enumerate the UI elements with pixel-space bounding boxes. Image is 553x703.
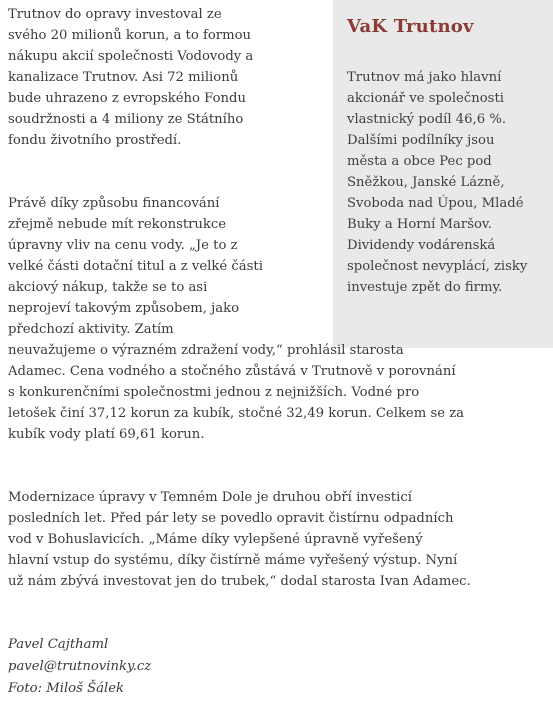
article-paragraph-1: Trutnov do opravy investoval ze svého 20 milionů korun, a to formou nákupu akcií společnosti Vodovody a kanalizace Trutnov. Asi 72 milionů bude uhrazeno z evropského Fondu soudržnosti a 4 miliony ze Státního fondu životního prostředí. xyxy=(8,7,254,148)
sidebar-title: VaK Trutnov xyxy=(347,16,474,37)
author-name: Pavel Cajthaml xyxy=(8,637,109,652)
sidebar-text: Trutnov má jako hlavní akcionář ve společnosti vlastnický podíl 46,6 %. Dalšími podílníky jsou města a obce Pec pod Sněžkou, Janské Lázně, Svoboda nad Úpou, Mladé Buky a Horní Maršov. Dividendy vodárenská společnost nevyplácí, zisky investuje zpět do firmy. xyxy=(347,70,528,295)
photo-credit: Foto: Miloš Šálek xyxy=(8,681,124,696)
article-paragraph-3: Modernizace úpravy v Temném Dole je druhou obří investicí posledních let. Před pár lety se povedlo opravit čistírnu odpadních vod v Bohuslavicích. „Máme díky vylepšené úpravně vyřešený hlavní vstup do systému, díky čistírně máme vyřešený výstup. Nyní už nám zbývá investovat jen do trubek,“ dodal starosta Ivan Adamec. xyxy=(8,490,471,589)
author-email[interactable]: pavel@trutnovinky.cz xyxy=(8,659,152,674)
article-paragraph-2: Právě díky způsobu financování zřejmě nebude mít rekonstrukce úpravny vliv na cenu vody. „Je to z velké části dotační titul a z velké části akciový nákup, takže se to asi neprojeví takovým způsobem, jako předchozí aktivity. Zatím neuvažujeme o výrazném zdražení vody,“ prohlásil starosta Adamec. Cena vodného a stočného zůstává v Trutnově v porovnání s konkurenčními společnostmi jednou z nejnižších. Vodné pro letošek činí 37,12 korun za kubík, stočné 32,49 korun. Celkem se za kubík vody platí 69,61 korun. xyxy=(8,196,465,442)
